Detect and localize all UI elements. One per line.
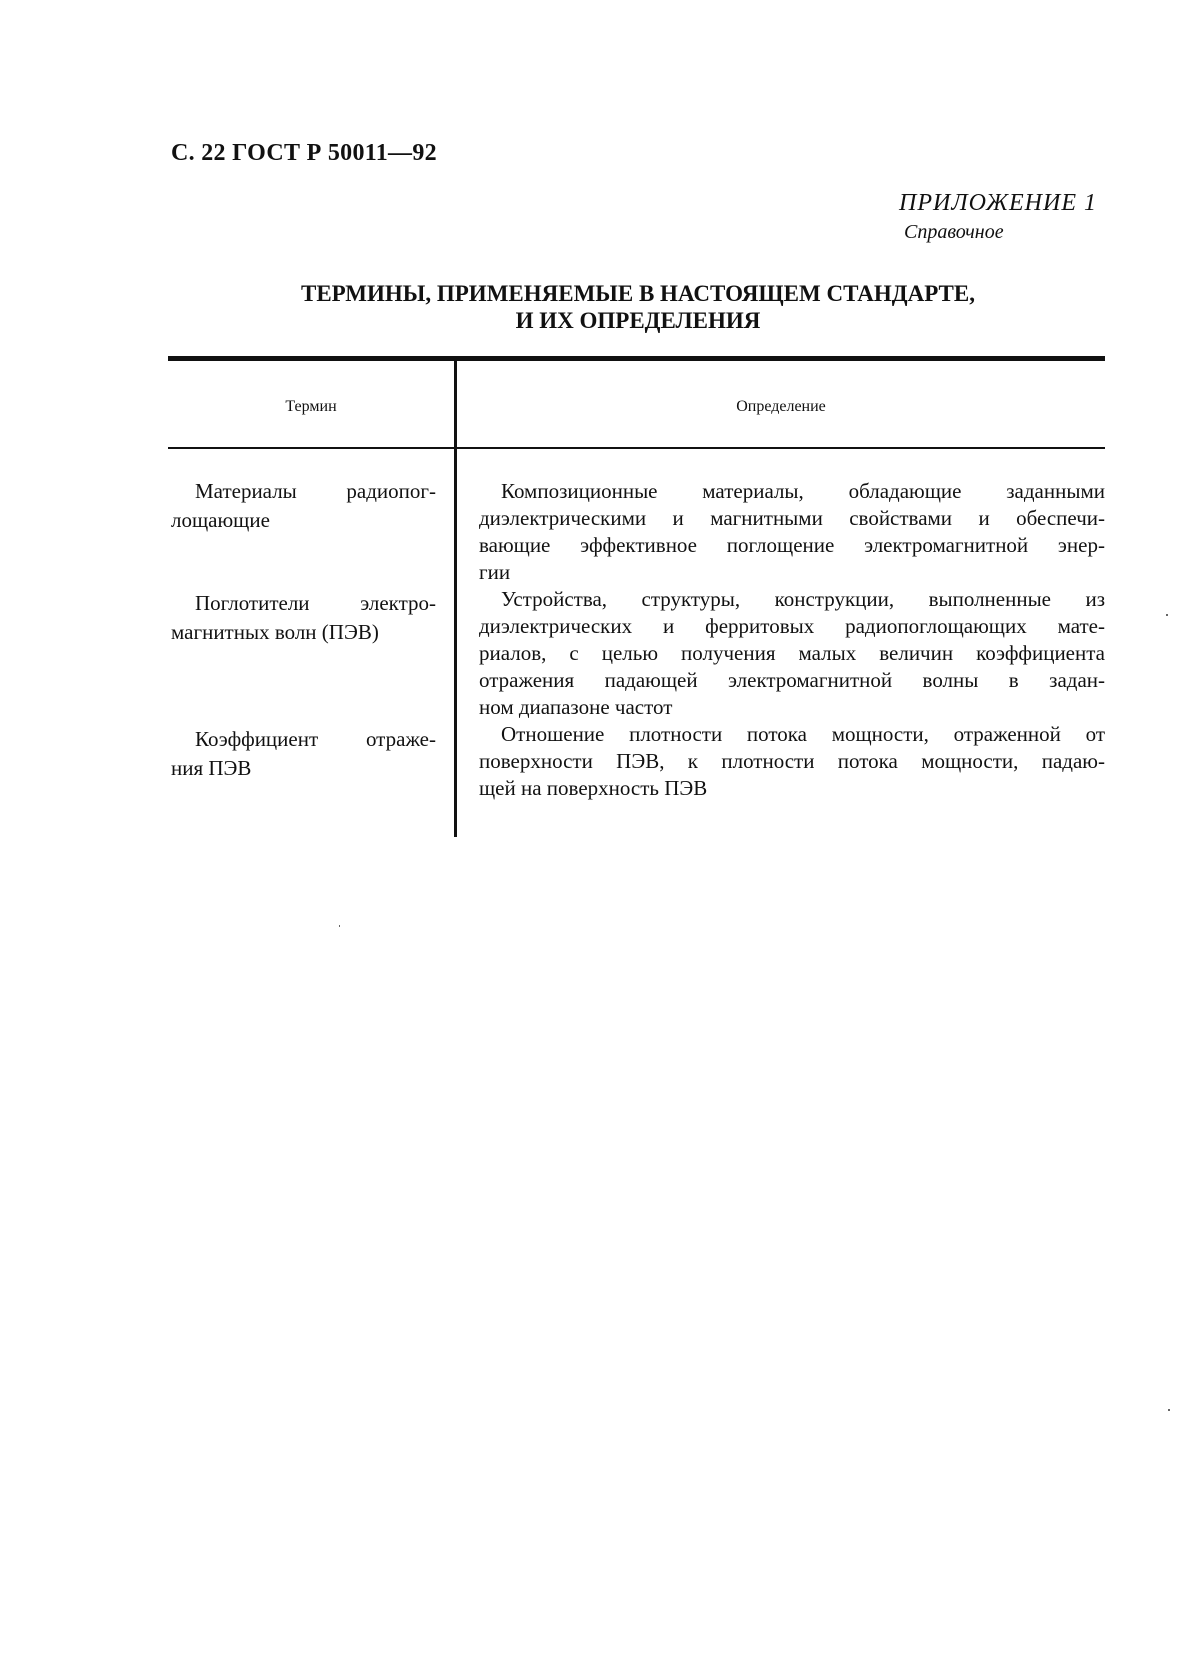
term-line: Материалы радиопог- [195,479,436,503]
definition-line: Отношение плотности потока мощности, отраженной от [501,722,1105,746]
definition-line: Композиционные материалы, обладающие заданными [501,479,1105,503]
table-row-definition [479,721,1105,802]
definition-line: вающие эффективное поглощение электромагнитной энер- [479,533,1105,557]
definition-line: диэлектрических и ферритовых радиопоглощающих мате- [479,614,1105,638]
table-row-definition [479,478,1105,586]
definition-line: отражения падающей электромагнитной волны в задан- [479,668,1105,692]
page-header: С. 22 ГОСТ Р 50011—92 [171,140,437,166]
table-header-rule [168,447,1105,449]
definition-line: Устройства, структуры, конструкции, выполненные из [501,587,1105,611]
table-column-divider [454,361,457,837]
table-row-term [171,589,436,647]
term-line: Коэффициент отраже- [195,727,436,751]
term-line: магнитных волн (ПЭВ) [171,620,379,644]
table-row-term [171,725,436,783]
appendix-label: ПРИЛОЖЕНИЕ 1 [899,190,1097,216]
definition-line: гии [479,560,511,584]
scan-speck [339,925,340,927]
scan-speck [1166,614,1168,616]
definition-line: диэлектрическими и магнитными свойствами и обеспечи- [479,506,1105,530]
definition-line: поверхности ПЭВ, к плотности потока мощности, падаю- [479,749,1105,773]
table-top-rule [168,356,1105,361]
table-row-term [171,477,436,535]
column-header-definition: Определение [736,398,826,415]
definition-line: щей на поверхность ПЭВ [479,776,708,800]
term-line: Поглотители электро- [195,591,436,615]
definition-line: риалов, с целью получения малых величин коэффициента [479,641,1105,665]
table-row-definition [479,586,1105,721]
column-header-term: Термин [285,398,337,415]
term-line: ния ПЭВ [171,756,252,780]
document-title-line-2: И ИХ ОПРЕДЕЛЕНИЯ [515,308,761,333]
document-title-line-1: ТЕРМИНЫ, ПРИМЕНЯЕМЫЕ В НАСТОЯЩЕМ СТАНДАРТЕ, [301,281,975,306]
definition-line: ном диапазоне частот [479,695,673,719]
scan-speck [1168,1409,1170,1411]
appendix-note: Справочное [904,221,1004,243]
term-line: лощающие [171,508,270,532]
